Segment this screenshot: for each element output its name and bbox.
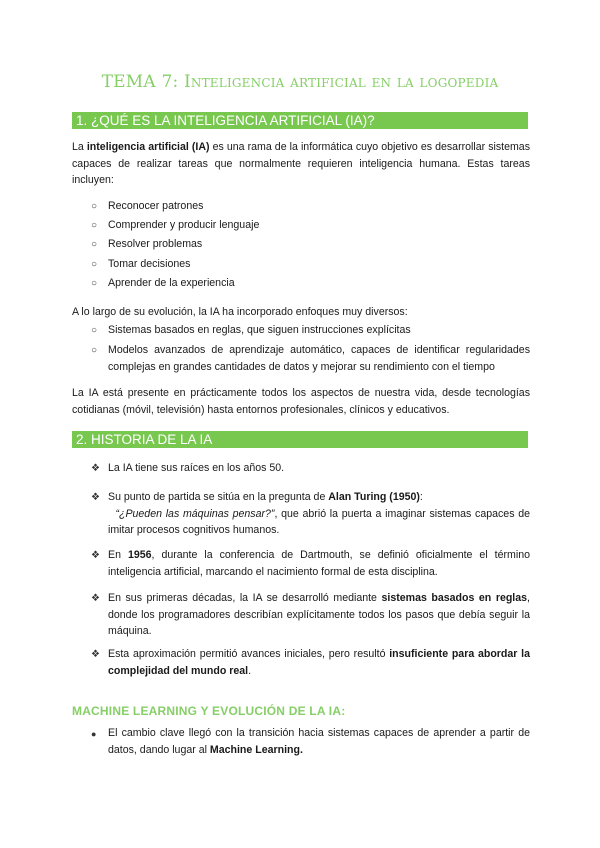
limits-bold: insuficiente para abordar la complejidad del mundo real [108,648,530,677]
intro-paragraph [72,139,530,189]
rules-pre: En sus primeras décadas, la IA se desarrolló mediante [108,592,382,604]
list-item: Aprender de la experiencia [108,277,235,289]
dartmouth-bold: 1956 [127,549,152,561]
list-item [108,590,530,640]
list-item [108,489,530,539]
circle-bullet-icon: ○ [91,345,98,356]
list-item: Comprender y producir lenguaje [108,219,260,231]
section-heading-3: MACHINE LEARNING Y EVOLUCIÓN DE LA IA: [72,704,346,718]
diamond-bullet-icon: ❖ [91,550,100,561]
turing-colon: : [419,491,423,503]
circle-bullet-icon: ○ [91,259,98,270]
dartmouth-pre: En [108,549,128,561]
list-item: Reconocer patrones [108,200,204,212]
section-heading-1: 1. ¿QUÉ ES LA INTELIGENCIA ARTIFICIAL (IA)? [72,112,528,129]
list-item [108,646,530,679]
list-item: Resolver problemas [108,238,203,250]
circle-bullet-icon: ○ [91,239,98,250]
list-item [108,725,530,758]
dartmouth-post: , durante la conferencia de Dartmouth, se definió oficialmente el término inteligencia artificial, marcando el nacimiento formal de esta disciplina. [108,549,530,578]
intro-bold: inteligencia artificial (IA) [86,141,210,153]
section-heading-2: 2. HISTORIA DE LA IA [72,431,528,448]
ml-bold: Machine Learning. [209,743,303,756]
rules-bold: sistemas basados en reglas [381,592,528,604]
circle-bullet-icon: ○ [91,220,98,231]
intro-pre: La [72,141,87,153]
turing-post: , que abrió la puerta a imaginar sistemas capaces de imitar procesos cognitivos humanos. [108,507,530,536]
turing-pre: Su punto de partida se sitúa en la pregunta de [108,491,329,503]
circle-bullet-icon: ○ [91,201,98,212]
limits-pre: Esta aproximación permitió avances iniciales, pero resultó [108,648,390,660]
diamond-bullet-icon: ❖ [91,593,100,604]
evolution-intro: A lo largo de su evolución, la IA ha incorporado enfoques muy diversos: [72,306,408,318]
limits-post: . [248,664,252,677]
diamond-bullet-icon: ❖ [91,649,100,660]
list-item [108,547,530,580]
diamond-bullet-icon: ❖ [91,492,100,503]
list-item: La IA tiene sus raíces en los años 50. [108,462,285,474]
rules-post: , donde los programadores describían explícitamente todos los pasos que debía seguir la máquina. [108,592,530,637]
list-item: Modelos avanzados de aprendizaje automático, capaces de identificar regularidades complejas en grandes cantidades de datos y mejorar su rendimiento con el tiempo [108,344,530,373]
document-title: TEMA 7: Inteligencia artificial en la logopedia [101,72,499,92]
circle-bullet-icon: ○ [91,278,98,289]
turing-quote: “¿Pueden las máquinas pensar?” [115,507,275,520]
list-item: Tomar decisiones [108,258,191,270]
intro-post: es una rama de la informática cuyo objetivo es desarrollar sistemas capaces de realizar tareas que normalmente requieren inteligencia humana. Estas tareas incluyen: [72,141,530,186]
diamond-bullet-icon: ❖ [91,463,100,474]
circle-bullet-icon: ○ [91,325,98,336]
presence-paragraph: La IA está presente en prácticamente todos los aspectos de nuestra vida, desde tecnologías cotidianas (móvil, televisión) hasta entornos profesionales, clínicos y educativos. [72,387,530,416]
list-item: Sistemas basados en reglas, que siguen instrucciones explícitas [108,324,411,336]
turing-bold: Alan Turing (1950) [328,491,420,503]
dot-bullet-icon: ● [91,729,97,739]
ml-pre: El cambio clave llegó con la transición hacia sistemas capaces de aprender a partir de datos, dando lugar al [108,727,530,756]
